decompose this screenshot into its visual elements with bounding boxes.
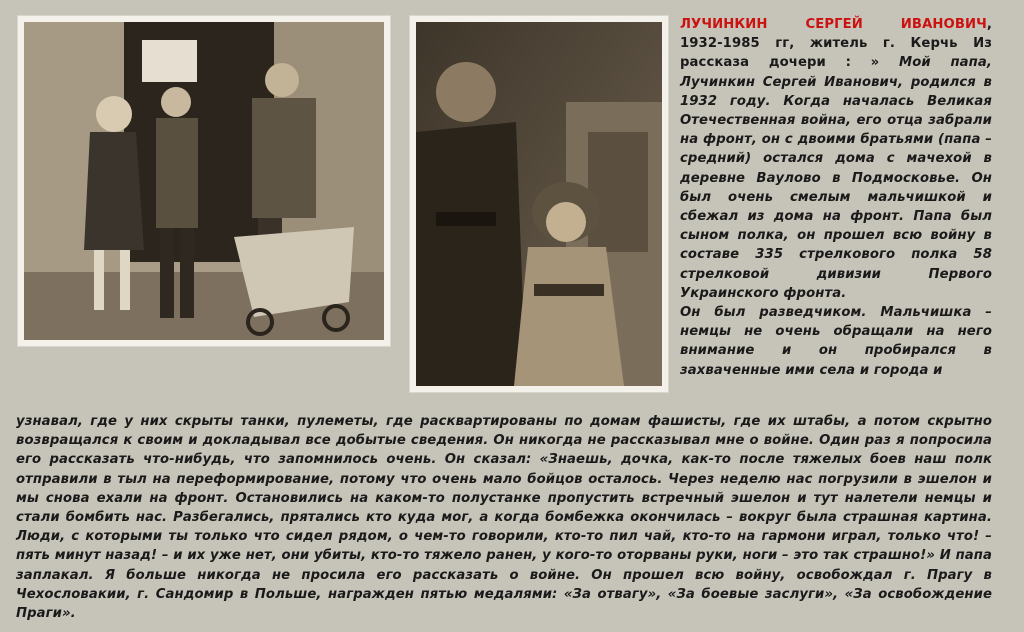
article-intro: 1932-1985 гг, житель г. Керчь Из рассказа дочери : » — [680, 36, 992, 71]
article-paragraph-2-start: Он был разведчиком. Мальчишка – немцы не очень обращали на него внимание и он пробирался в захваченные ими села и города и — [680, 305, 992, 378]
name-line — [680, 15, 992, 34]
person-name: ЛУЧИНКИН СЕРГЕЙ ИВАНОВИЧ — [680, 17, 987, 32]
article-paragraph-2-continued: узнавал, где у них скрыты танки, пулеметы, где расквартированы по домам фашисты, где их штабы, а потом скрытно возвращался к своим и докладывал все добытые сведения. Он никогда не рассказывал мне о войне. Один раз я попросила его рассказать что-нибудь, что запомнилось очень. Он сказал: «Знаешь, дочка, как-то после тяжелых боев наш полк отправили в тыл на переформирование, потому что очень мало бойцов осталось. Через неделю нас погрузили в эшелон и мы снова ехали на фронт. Остановились на каком-то полустанке пропустить встречный эшелон и тут налетели немцы и стали бомбить нас. Разбегались, прятались кто куда мог, а когда бомбежка окончилась – вокруг была страшная картина. Люди, с которыми ты только что сидел рядом, о чем-то говорили, кто-то пил чай, кто-то на гармони играл, только что! – пять минут назад! – и их уже нет, они убиты, кто-то тяжело ранен, у кого-то оторваны руки, ноги – это так страшно!» И папа заплакал. Я больше никогда не просила его рассказать о войне. Он прошел всю войну, освобождал г. Прагу в Чехословакии, г. Сандомир в Польше, награжден пятью медалями: «За отвагу», «За боевые заслуги», «За освобождение Праги». — [16, 414, 992, 622]
article-p1: Мой папа, Лучинкин Сергей Иванович, родился в 1932 году. Когда началась Великая Отечественная война, его отца забрали на фронт, он с двоими братьями (папа – средний) остался дома с мачехой в деревне Ваулово в Подмосковье. Он был очень смелым мальчишкой и сбежал из дома на фронт. Папа был сыном полка, он прошел всю войну в составе 335 стрелкового полка 58 стрелковой дивизии Первого Украинского фронта. — [680, 55, 992, 301]
family-photo — [18, 16, 390, 346]
name-comma: , — [986, 17, 992, 32]
article-paragraph-1 — [680, 34, 992, 303]
boy-soldier-photo-image — [416, 22, 662, 386]
article-right-column — [680, 15, 992, 380]
family-photo-image — [24, 22, 384, 340]
boy-soldier-photo — [410, 16, 668, 392]
